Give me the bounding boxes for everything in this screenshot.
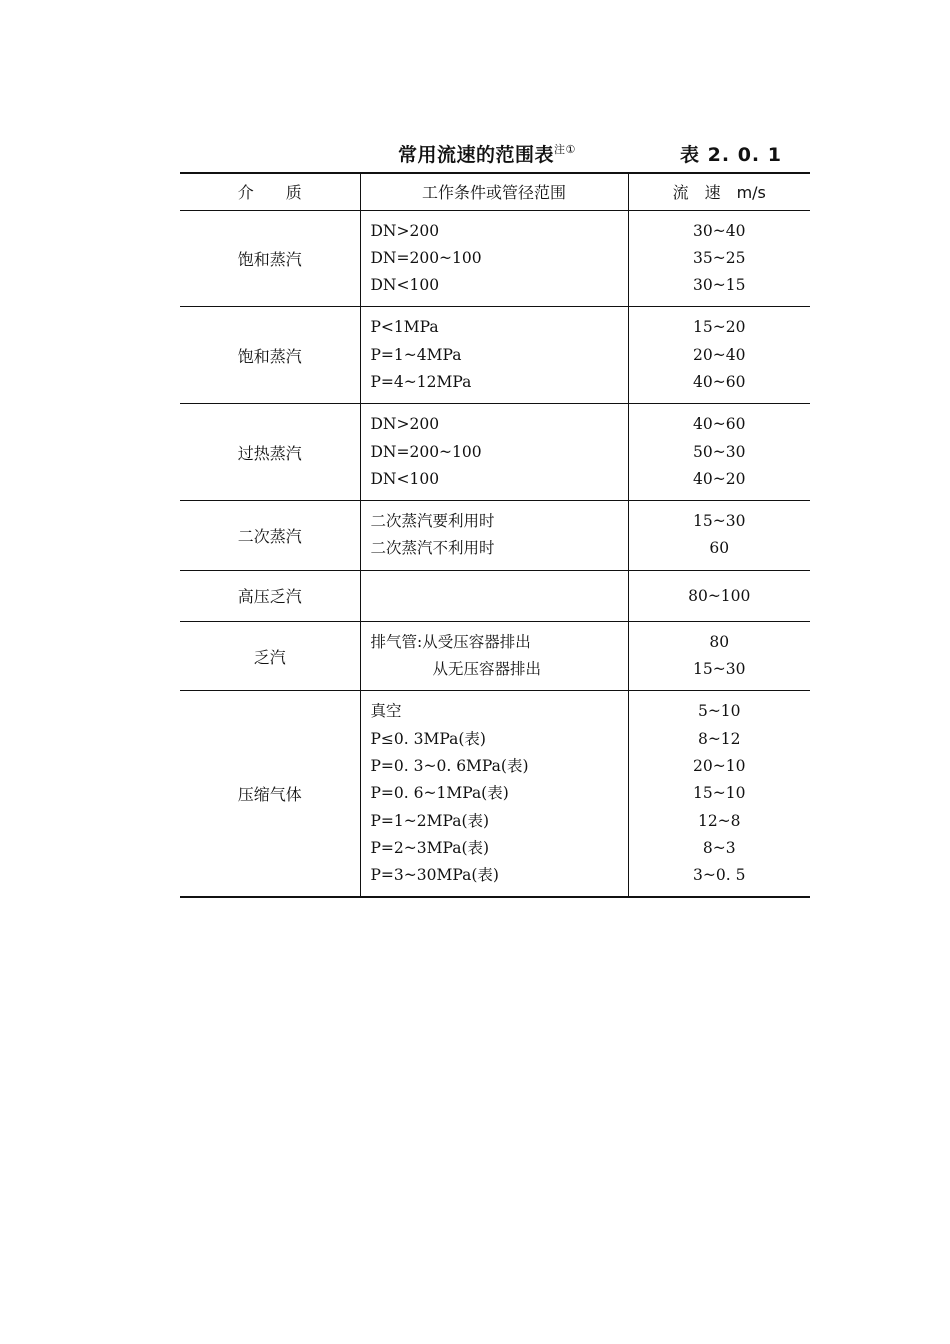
condition-cell (360, 404, 628, 501)
condition-cell (360, 691, 628, 898)
condition-line: P=4~12MPa (370, 372, 472, 391)
speed-cell (628, 210, 810, 307)
header-condition: 工作条件或管径范围 (360, 173, 628, 210)
medium-cell: 过热蒸汽 (180, 404, 360, 501)
condition-line: 从无压容器排出 (432, 660, 542, 679)
table-row (180, 691, 810, 898)
table-title-note: 注① (554, 143, 576, 156)
medium-cell: 二次蒸汽 (180, 501, 360, 571)
table-group-superheated-steam (180, 404, 810, 501)
condition-line: P=0. 3~0. 6MPa(表) (370, 756, 529, 775)
speed-line: 35~25 (693, 248, 746, 267)
speed-line: 3~0. 5 (693, 866, 746, 885)
speed-cell (628, 307, 810, 404)
speed-line: 15~20 (693, 318, 746, 337)
table-group-saturated-steam-dn (180, 210, 810, 307)
condition-line: 二次蒸汽不利用时 (370, 539, 495, 558)
speed-line: 15~30 (693, 512, 746, 531)
condition-line: 真空 (370, 702, 402, 721)
speed-line: 80 (709, 632, 730, 651)
table-group-saturated-steam-pressure (180, 307, 810, 404)
header-medium: 介 质 (180, 173, 360, 210)
table-row (180, 307, 810, 404)
table-row (180, 621, 810, 691)
condition-line: DN<100 (370, 276, 440, 295)
speed-cell (628, 621, 810, 691)
speed-line: 40~60 (693, 415, 746, 434)
speed-line: 8~12 (697, 729, 741, 748)
condition-line: DN=200~100 (370, 248, 482, 267)
condition-line: P=0. 6~1MPa(表) (370, 784, 509, 803)
speed-line: 20~10 (693, 756, 746, 775)
flow-velocity-table (180, 172, 810, 898)
medium-cell: 压缩气体 (180, 691, 360, 898)
table-group-secondary-steam (180, 501, 810, 571)
condition-line: 二次蒸汽要利用时 (370, 512, 495, 531)
condition-line: P≤0. 3MPa(表) (370, 729, 486, 748)
table-row (180, 210, 810, 307)
speed-line: 15~10 (693, 784, 746, 803)
table-title (398, 140, 576, 167)
condition-line: DN<100 (370, 469, 440, 488)
condition-line: P=1~4MPa (370, 345, 462, 364)
header-row (180, 173, 810, 210)
medium-cell: 饱和蒸汽 (180, 210, 360, 307)
condition-line: P=3~30MPa(表) (370, 866, 499, 885)
speed-cell (628, 501, 810, 571)
condition-line: DN>200 (370, 221, 440, 240)
medium-cell: 饱和蒸汽 (180, 307, 360, 404)
medium-cell: 高压乏汽 (180, 570, 360, 621)
table-group-exhaust-steam (180, 621, 810, 691)
condition-line: DN=200~100 (370, 442, 482, 461)
table-group-high-pressure-exhaust (180, 570, 810, 621)
condition-cell (360, 621, 628, 691)
table-row (180, 570, 810, 621)
medium-cell: 乏汽 (180, 621, 360, 691)
condition-line: 排气管:从受压容器排出 (370, 632, 531, 651)
table-number: 表 2. 0. 1 (680, 144, 782, 166)
speed-line: 8~3 (702, 838, 736, 857)
speed-line: 5~10 (697, 702, 741, 721)
speed-line: 40~20 (693, 469, 746, 488)
header-speed: 流 速 m/s (628, 173, 810, 210)
condition-line: P=2~3MPa(表) (370, 838, 490, 857)
speed-cell (628, 691, 810, 898)
speed-line: 15~30 (693, 660, 746, 679)
condition-cell (360, 210, 628, 307)
table-title-text: 常用流速的范围表 (398, 144, 555, 166)
speed-cell: 80~100 (628, 570, 810, 621)
speed-line: 30~15 (693, 276, 746, 295)
speed-line: 20~40 (693, 345, 746, 364)
table-header (180, 173, 810, 210)
speed-line: 60 (709, 539, 730, 558)
speed-line: 30~40 (693, 221, 746, 240)
speed-cell (628, 404, 810, 501)
condition-cell (360, 570, 628, 621)
table-caption (180, 140, 810, 168)
table-row (180, 501, 810, 571)
condition-cell (360, 501, 628, 571)
table-group-compressed-gas (180, 691, 810, 898)
table-row (180, 404, 810, 501)
condition-line: P=1~2MPa(表) (370, 811, 490, 830)
condition-line: DN>200 (370, 415, 440, 434)
speed-line: 50~30 (693, 442, 746, 461)
speed-line: 12~8 (697, 811, 741, 830)
condition-cell (360, 307, 628, 404)
condition-line: P<1MPa (370, 318, 439, 337)
speed-line: 40~60 (693, 372, 746, 391)
